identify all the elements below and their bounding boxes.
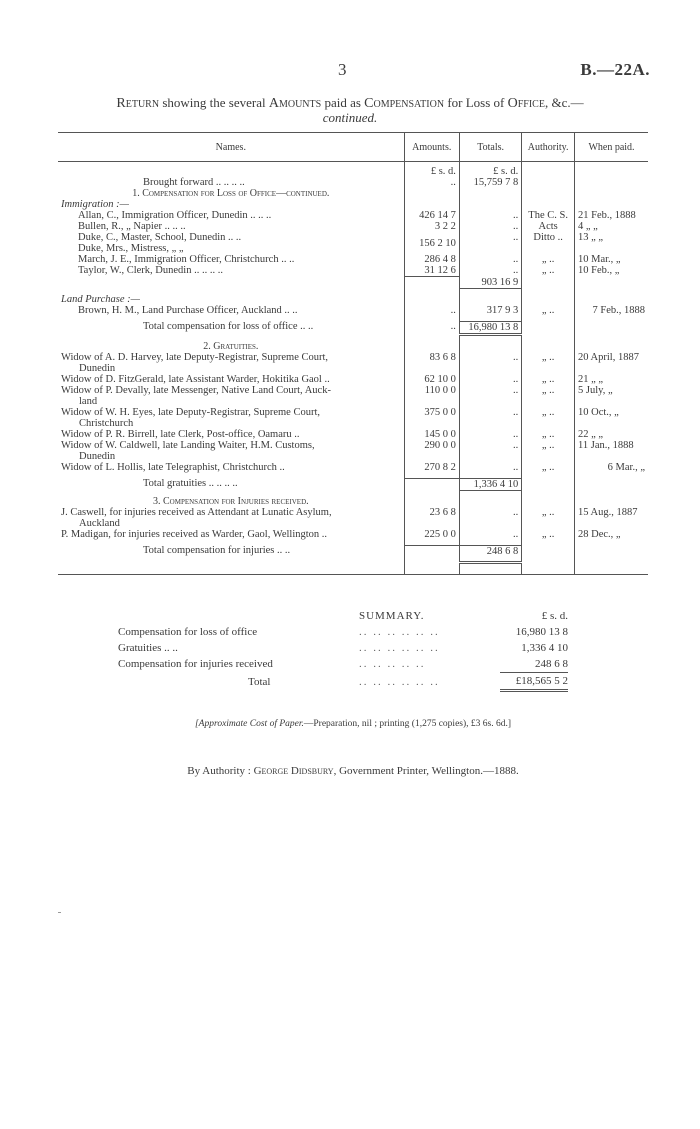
cost-note-italic: [Approximate Cost of Paper. (194, 719, 304, 729)
table-row (58, 440, 648, 462)
row-authority: „ .. (522, 265, 575, 277)
row-when: 4 „ „ (575, 221, 648, 232)
row-when: 5 July, „ (575, 385, 648, 407)
row-amount: 3 2 2 (404, 221, 459, 232)
row-amount: 156 2 10 (404, 232, 459, 254)
row-name (58, 352, 404, 374)
header-totals: Totals. (459, 133, 521, 162)
summary-section (118, 606, 568, 692)
row-name: Allan, C., Immigration Officer, Dunedin .. .. .. (78, 210, 272, 221)
total-amount: .. (404, 321, 459, 334)
cost-note (58, 719, 648, 729)
row-name (58, 507, 404, 529)
margin-mark (58, 912, 61, 913)
row-name (58, 385, 404, 407)
summary-leader: .. .. .. .. .. .. (358, 642, 440, 654)
summary-row (118, 640, 568, 656)
row-name: Widow of L. Hollis, late Telegraphist, Christchurch .. (61, 461, 285, 473)
header-amounts: Amounts. (404, 133, 459, 162)
row-when: 22 „ „ (575, 429, 648, 440)
summary-leader: .. .. .. .. .. (358, 658, 426, 671)
row-total: 15,759 7 8 (459, 177, 521, 188)
table-row (58, 507, 648, 529)
row-amount: .. (404, 305, 459, 316)
table-row (58, 210, 648, 221)
table-row (58, 221, 648, 232)
currency-totals: £ s. d. (459, 162, 521, 178)
row-total: .. (459, 374, 521, 385)
subsection-row (58, 294, 648, 305)
title-part: Amounts (268, 96, 322, 111)
summary-leader: .. .. .. .. .. .. (358, 675, 440, 688)
currency-amounts: £ s. d. (404, 162, 459, 178)
row-total: .. (459, 352, 521, 374)
row-total: .. (459, 429, 521, 440)
header-names: Names. (58, 133, 404, 162)
row-name (58, 407, 404, 429)
row-total: .. (459, 232, 521, 243)
section-title-row (58, 341, 648, 352)
row-amount: 375 0 0 (404, 407, 459, 429)
row-amount: 270 8 2 (404, 462, 459, 473)
table-row (58, 352, 648, 374)
summary-title: SUMMARY. (358, 610, 425, 622)
printer-imprint (58, 765, 648, 777)
printer-prefix: By Authority : (187, 765, 254, 777)
row-authority: „ .. (522, 254, 575, 265)
row-name: Duke, C., Master, School, Dunedin .. .. (58, 232, 404, 243)
row-amount: 110 0 0 (404, 385, 459, 407)
printer-suffix: , Government Printer, Wellington.—1888. (333, 765, 519, 777)
row-total: .. (459, 440, 521, 462)
subtotal-row (58, 277, 648, 289)
row-when: 11 Jan., 1888 (575, 440, 648, 462)
row-total: .. (459, 462, 521, 473)
subsection-label: Immigration :— (61, 199, 129, 210)
table-row (58, 374, 648, 385)
title-continued: continued. (322, 110, 378, 125)
row-total: .. (459, 254, 521, 265)
total-row (58, 545, 648, 562)
subtotal-value: 903 16 9 (459, 277, 521, 289)
title-part: Office (507, 96, 545, 111)
summary-label: Compensation for loss of office (118, 626, 258, 638)
summary-label: Gratuities .. .. (118, 642, 178, 654)
table-row (58, 407, 648, 429)
title-part: showing the several (159, 95, 269, 110)
row-when: 10 Oct., „ (575, 407, 648, 429)
row-when: 10 Feb., „ (575, 265, 648, 277)
row-when: 28 Dec., „ (575, 529, 648, 540)
row-name: March, J. E., Immigration Officer, Christchurch .. .. (78, 254, 295, 265)
row-authority: Acts (522, 221, 575, 232)
table-row (58, 265, 648, 277)
table-row (58, 429, 648, 440)
document-reference: B.—22A. (580, 60, 650, 79)
row-amount: 83 6 8 (404, 352, 459, 374)
summary-total-value: £18,565 5 2 (500, 673, 568, 691)
total-label: Total compensation for loss of office .. .. (143, 321, 314, 332)
table-row (58, 254, 648, 265)
document-title (55, 96, 645, 125)
row-authority: „ .. (522, 462, 575, 473)
page-number: 3 (338, 60, 347, 79)
brought-forward-row (58, 177, 648, 188)
row-amount: .. (404, 177, 459, 188)
row-when: 10 Mar., „ (575, 254, 648, 265)
row-amount: 31 12 6 (404, 265, 459, 277)
title-part: paid as (321, 95, 365, 110)
row-amount: 286 4 8 (404, 254, 459, 265)
row-name-line: Widow of W. H. Eyes, late Deputy-Registrar, Supreme Court, (61, 406, 320, 418)
section-title: 2. Gratuities. (203, 340, 259, 352)
row-total: .. (459, 265, 521, 277)
row-total: .. (459, 507, 521, 529)
section-title: 3. Compensation for Injuries received. (153, 495, 309, 507)
row-name (58, 440, 404, 462)
printer-name: George Didsbury (253, 765, 334, 777)
compensation-table (58, 132, 648, 575)
row-amount: 225 0 0 (404, 529, 459, 540)
total-label: Total gratuities .. .. .. .. (143, 478, 238, 489)
cost-note-text: —Preparation, nil ; printing (1,275 copies), £3 6s. 6d.] (303, 719, 512, 729)
title-part: , &c.— (544, 95, 584, 110)
currency-row (58, 162, 648, 178)
title-part: Return (116, 96, 160, 111)
section-title: 1. Compensation for Loss of Office—continued. (132, 188, 330, 199)
row-when: 6 Mar., „ (575, 462, 648, 473)
row-authority: „ .. (522, 529, 575, 540)
row-authority: „ .. (522, 305, 575, 316)
section-title-row (58, 188, 648, 199)
row-authority: „ .. (522, 385, 575, 407)
section-title-row (58, 496, 648, 507)
summary-label: Compensation for injuries received (118, 658, 273, 671)
summary-leader: .. .. .. .. .. .. (358, 626, 440, 638)
table-row (58, 305, 648, 316)
row-when: 21 „ „ (575, 374, 648, 385)
row-amount: 145 0 0 (404, 429, 459, 440)
summary-table (118, 608, 568, 692)
row-when: 20 April, 1887 (575, 352, 648, 374)
title-part: Compensation (364, 96, 445, 111)
summary-currency: £ s. d. (541, 610, 568, 622)
summary-value: 16,980 13 8 (515, 626, 568, 638)
row-name: Widow of P. R. Birrell, late Clerk, Post-office, Oamaru .. (61, 428, 300, 440)
row-name: Brown, H. M., Land Purchase Officer, Auckland .. .. (78, 304, 298, 316)
row-name: P. Madigan, for injuries received as Warder, Gaol, Wellington .. (61, 528, 328, 540)
header-when-paid: When paid. (575, 133, 648, 162)
row-amount: 426 14 7 (404, 210, 459, 221)
table-row (58, 529, 648, 540)
row-amount: 23 6 8 (404, 507, 459, 529)
row-name: Duke, Mrs., Mistress, „ „ (58, 243, 404, 254)
row-total: .. (459, 221, 521, 232)
row-when: 21 Feb., 1888 (575, 210, 648, 221)
summary-total-label: Total (248, 675, 271, 688)
total-value: 1,336 4 10 (459, 478, 521, 490)
row-when: 7 Feb., 1888 (575, 305, 648, 316)
row-total: .. (459, 529, 521, 540)
total-value: 248 6 8 (459, 545, 521, 562)
row-total: .. (459, 210, 521, 221)
row-label: Brought forward .. .. .. .. (143, 177, 245, 188)
row-authority: „ .. (522, 440, 575, 462)
row-authority: Ditto .. (522, 232, 575, 243)
summary-value: 1,336 4 10 (521, 642, 568, 654)
total-value: 16,980 13 8 (459, 321, 521, 334)
row-total: .. (459, 407, 521, 429)
row-name-continued: Dunedin (79, 450, 116, 462)
total-row (58, 478, 648, 490)
summary-total-row (118, 673, 568, 691)
row-name: Bullen, R., „ Napier .. .. .. (78, 221, 186, 232)
row-name: Widow of D. FitzGerald, late Assistant Warder, Hokitika Gaol .. (61, 373, 330, 385)
summary-value: 248 6 8 (535, 658, 568, 670)
summary-row (118, 624, 568, 640)
summary-row (118, 656, 568, 673)
table-row (58, 243, 648, 254)
summary-header-row (118, 608, 568, 624)
row-total: 317 9 3 (459, 305, 521, 316)
row-amount: 62 10 0 (404, 374, 459, 385)
row-name-line: Widow of A. D. Harvey, late Deputy-Registrar, Supreme Court, (61, 351, 329, 363)
table-row (58, 462, 648, 473)
table-row (58, 232, 648, 243)
row-authority: „ .. (522, 507, 575, 529)
row-authority: The C. S. (522, 210, 575, 221)
subsection-row (58, 199, 648, 210)
table-header-row (58, 133, 648, 162)
table-bottom-rule (58, 562, 648, 574)
row-name-line: J. Caswell, for injuries received as Attendant at Lunatic Asylum, (61, 506, 332, 518)
row-name-line: Widow of P. Devally, late Messenger, Native Land Court, Auck- (61, 384, 331, 396)
row-name-continued: Christchurch (79, 417, 134, 429)
row-authority: „ .. (522, 374, 575, 385)
row-authority: „ .. (522, 429, 575, 440)
table-row (58, 385, 648, 407)
row-amount: 290 0 0 (404, 440, 459, 462)
total-row (58, 321, 648, 334)
row-authority: „ .. (522, 407, 575, 429)
row-when: 13 „ „ (575, 232, 648, 243)
total-label: Total compensation for injuries .. .. (143, 545, 291, 556)
row-name-continued: Dunedin (79, 362, 116, 374)
row-name: Taylor, W., Clerk, Dunedin .. .. .. .. (78, 265, 223, 276)
row-authority: „ .. (522, 352, 575, 374)
row-name-continued: land (79, 395, 98, 407)
title-part: for Loss of (444, 95, 508, 110)
subsection-label: Land Purchase :— (61, 293, 140, 305)
row-when: 15 Aug., 1887 (575, 507, 648, 529)
row-name-continued: Auckland (79, 517, 120, 529)
header-authority: Authority. (522, 133, 575, 162)
row-total: .. (459, 385, 521, 407)
row-name-line: Widow of W. Caldwell, late Landing Waiter, H.M. Customs, (61, 439, 315, 451)
